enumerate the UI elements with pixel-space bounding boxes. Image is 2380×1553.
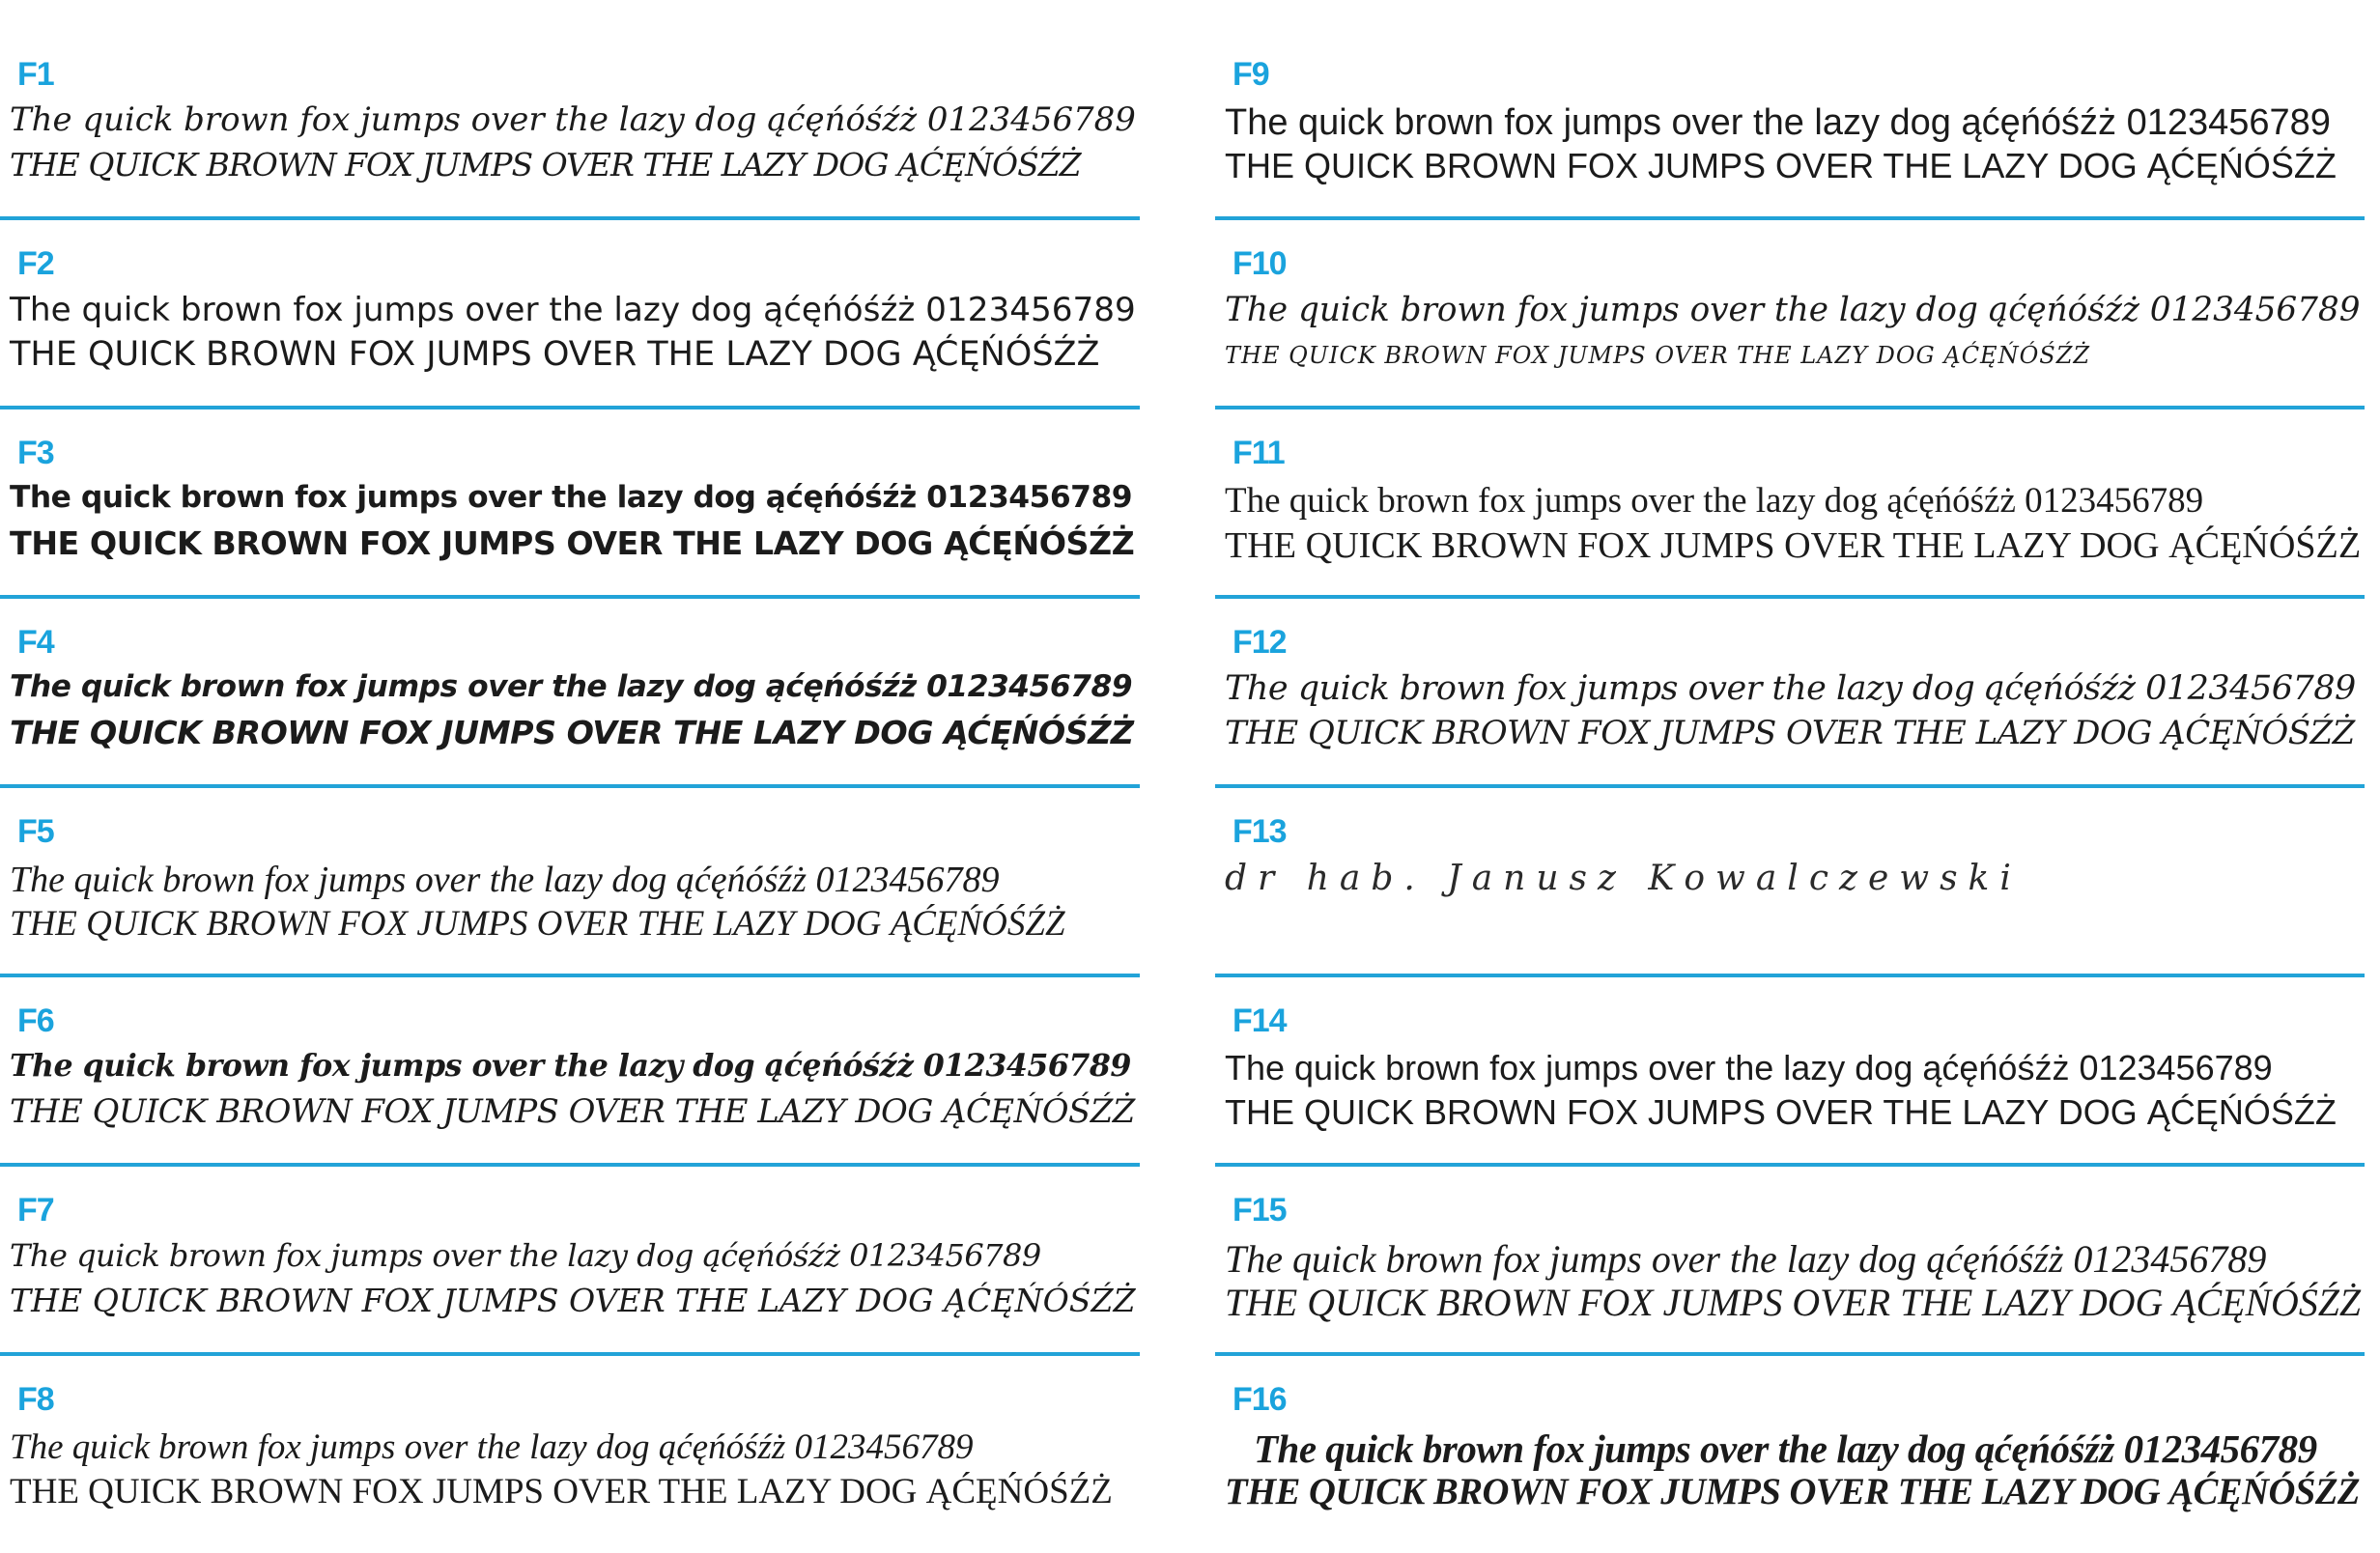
font-column-right bbox=[1215, 39, 2365, 1553]
font-code-label: F2 bbox=[17, 245, 54, 282]
divider-line bbox=[1215, 595, 2365, 599]
lowercase-sample: The quick brown fox jumps over the lazy dog ąćęńóśźż 0123456789 bbox=[1225, 1237, 2267, 1281]
font-sample-f6 bbox=[0, 985, 1140, 1174]
font-sample-f7 bbox=[0, 1174, 1140, 1364]
divider-line bbox=[0, 974, 1140, 977]
divider-line bbox=[1215, 974, 2365, 977]
font-sample-f1 bbox=[0, 39, 1140, 228]
font-sample-f16 bbox=[1215, 1364, 2365, 1553]
lowercase-sample: The quick brown fox jumps over the lazy dog ąćęńóśźż 0123456789 bbox=[10, 480, 1133, 515]
font-sample-f14 bbox=[1215, 985, 2365, 1174]
font-sample-f10 bbox=[1215, 228, 2365, 417]
lowercase-sample: The quick brown fox jumps over the lazy dog ąćęńóśźż 0123456789 bbox=[1225, 481, 2204, 521]
font-code-label: F9 bbox=[1232, 56, 1269, 93]
font-code-label: F10 bbox=[1232, 245, 1287, 282]
font-code-label: F4 bbox=[17, 624, 54, 661]
divider-line bbox=[1215, 1163, 2365, 1167]
uppercase-sample: THE QUICK BROWN FOX JUMPS OVER THE LAZY DOG ĄĆĘŃÓŚŹŻ bbox=[1225, 525, 2362, 566]
divider-line bbox=[0, 1352, 1140, 1356]
font-code-label: F7 bbox=[17, 1192, 54, 1228]
lowercase-sample: The quick brown fox jumps over the lazy dog ąćęńóśźż 0123456789 bbox=[1225, 291, 2361, 329]
uppercase-sample: THE QUICK BROWN FOX JUMPS OVER THE LAZY DOG ĄĆĘŃÓŚŹŻ bbox=[1225, 342, 2091, 369]
uppercase-sample: THE QUICK BROWN FOX JUMPS OVER THE LAZY DOG ĄĆĘŃÓŚŹŻ bbox=[1225, 1092, 2337, 1132]
lowercase-sample: The quick brown fox jumps over the lazy dog ąćęńóśźż 0123456789 bbox=[1225, 669, 2356, 708]
uppercase-sample: THE QUICK BROWN FOX JUMPS OVER THE LAZY DOG ĄĆĘŃÓŚŹŻ bbox=[1225, 1472, 2360, 1512]
font-code-label: F13 bbox=[1232, 813, 1287, 850]
divider-line bbox=[0, 784, 1140, 788]
divider-line bbox=[0, 595, 1140, 599]
divider-line bbox=[1215, 1352, 2365, 1356]
uppercase-sample: THE QUICK BROWN FOX JUMPS OVER THE LAZY DOG ĄĆĘŃÓŚŹŻ bbox=[10, 1472, 1113, 1511]
font-code-label: F11 bbox=[1232, 435, 1285, 471]
font-column-left bbox=[0, 39, 1140, 1553]
font-sample-f3 bbox=[0, 417, 1140, 607]
divider-line bbox=[1215, 784, 2365, 788]
uppercase-sample: THE QUICK BROWN FOX JUMPS OVER THE LAZY DOG ĄĆĘŃÓŚŹŻ bbox=[10, 714, 1134, 751]
uppercase-sample: THE QUICK BROWN FOX JUMPS OVER THE LAZY DOG ĄĆĘŃÓŚŹŻ bbox=[1225, 1282, 2362, 1324]
divider-line bbox=[0, 406, 1140, 409]
font-sample-f2 bbox=[0, 228, 1140, 417]
lowercase-sample: The quick brown fox jumps over the lazy dog ąćęńóśźż 0123456789 bbox=[10, 100, 1136, 139]
divider-line bbox=[0, 1163, 1140, 1167]
divider-line bbox=[0, 216, 1140, 220]
font-sample-f12 bbox=[1215, 607, 2365, 796]
lowercase-sample: The quick brown fox jumps over the lazy dog ąćęńóśźż 0123456789 bbox=[1254, 1426, 2317, 1471]
lowercase-sample: The quick brown fox jumps over the lazy dog ąćęńóśźż 0123456789 bbox=[10, 1237, 1041, 1274]
font-sample-f4 bbox=[0, 607, 1140, 796]
lowercase-sample: The quick brown fox jumps over the lazy dog ąćęńóśźż 0123456789 bbox=[10, 1427, 974, 1467]
lowercase-sample: The quick brown fox jumps over the lazy dog ąćęńóśźż 0123456789 bbox=[1225, 102, 2331, 143]
font-code-label: F1 bbox=[17, 56, 54, 93]
font-sample-f8 bbox=[0, 1364, 1140, 1553]
font-sample-f11 bbox=[1215, 417, 2365, 607]
font-code-label: F6 bbox=[17, 1002, 54, 1039]
font-code-label: F8 bbox=[17, 1381, 54, 1418]
font-code-label: F12 bbox=[1232, 624, 1287, 661]
uppercase-sample: THE QUICK BROWN FOX JUMPS OVER THE LAZY DOG ĄĆĘŃÓŚŹŻ bbox=[10, 524, 1135, 562]
lowercase-sample: The quick brown fox jumps over the lazy dog ąćęńóśźż 0123456789 bbox=[10, 860, 1000, 900]
lowercase-sample: The quick brown fox jumps over the lazy dog ąćęńóśźż 0123456789 bbox=[1225, 1048, 2273, 1087]
uppercase-sample: THE QUICK BROWN FOX JUMPS OVER THE LAZY DOG ĄĆĘŃÓŚŹŻ bbox=[10, 146, 1081, 184]
divider-line bbox=[1215, 216, 2365, 220]
divider-line bbox=[1215, 406, 2365, 409]
font-code-label: F5 bbox=[17, 813, 54, 850]
signature-sample: dr hab. Janusz Kowalczewski bbox=[1225, 859, 2022, 898]
font-sample-f5 bbox=[0, 796, 1140, 985]
font-sample-f13 bbox=[1215, 796, 2365, 985]
font-sample-f9 bbox=[1215, 39, 2365, 228]
uppercase-sample: THE QUICK BROWN FOX JUMPS OVER THE LAZY DOG ĄĆĘŃÓŚŹŻ bbox=[10, 335, 1100, 374]
lowercase-sample: The quick brown fox jumps over the lazy dog ąćęńóśźż 0123456789 bbox=[10, 669, 1133, 704]
lowercase-sample: The quick brown fox jumps over the lazy dog ąćęńóśźż 0123456789 bbox=[10, 1048, 1131, 1084]
font-code-label: F3 bbox=[17, 435, 54, 471]
font-code-label: F15 bbox=[1232, 1192, 1287, 1228]
uppercase-sample: THE QUICK BROWN FOX JUMPS OVER THE LAZY DOG ĄĆĘŃÓŚŹŻ bbox=[1225, 146, 2337, 185]
uppercase-sample: THE QUICK BROWN FOX JUMPS OVER THE LAZY DOG ĄĆĘŃÓŚŹŻ bbox=[10, 904, 1065, 944]
uppercase-sample: THE QUICK BROWN FOX JUMPS OVER THE LAZY DOG ĄĆĘŃÓŚŹŻ bbox=[1225, 714, 2355, 752]
font-code-label: F14 bbox=[1232, 1002, 1287, 1039]
font-code-label: F16 bbox=[1232, 1381, 1287, 1418]
font-sample-f15 bbox=[1215, 1174, 2365, 1364]
uppercase-sample: THE QUICK BROWN FOX JUMPS OVER THE LAZY DOG ĄĆĘŃÓŚŹŻ bbox=[10, 1092, 1135, 1130]
uppercase-sample: THE QUICK BROWN FOX JUMPS OVER THE LAZY DOG ĄĆĘŃÓŚŹŻ bbox=[10, 1282, 1136, 1319]
lowercase-sample: The quick brown fox jumps over the lazy dog ąćęńóśźż 0123456789 bbox=[10, 291, 1136, 329]
